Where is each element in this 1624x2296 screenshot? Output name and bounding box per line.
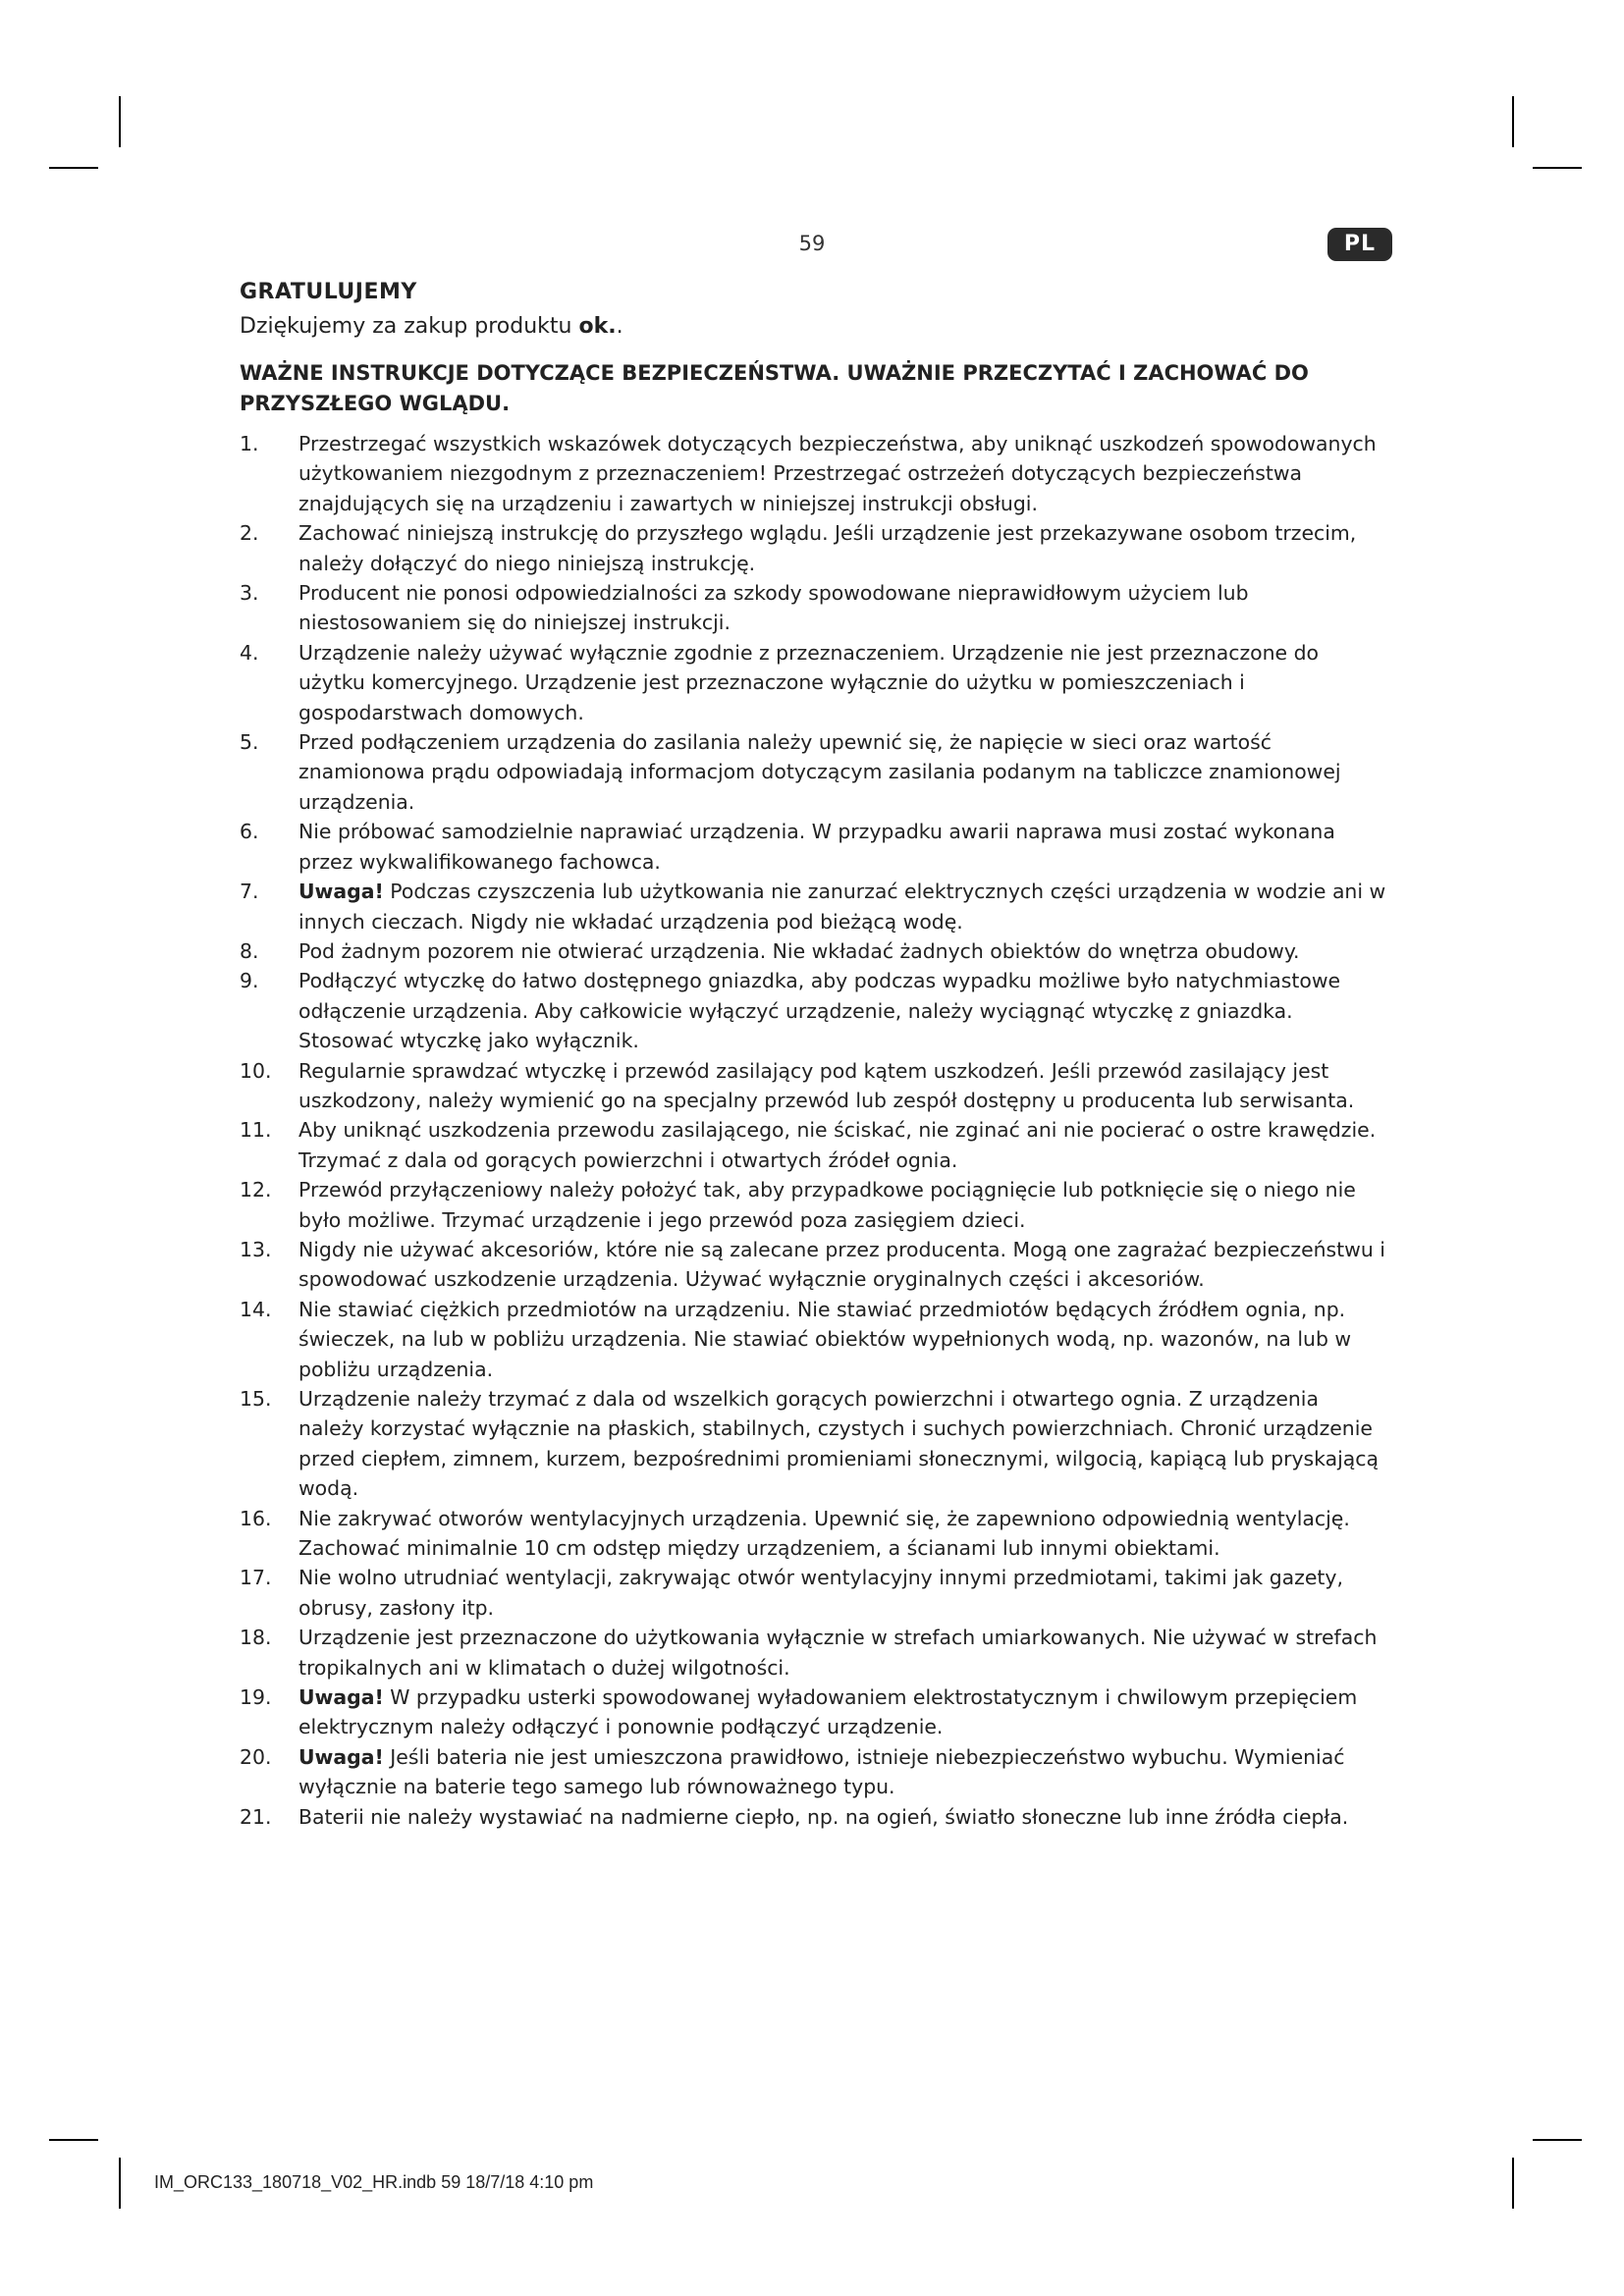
safety-heading: WAŻNE INSTRUKCJE DOTYCZĄCE BEZPIECZEŃSTWA. UWAŻNIE PRZECZYTAĆ I ZACHOWAĆ DO PRZYSZŁEGO WGLĄDU. [240, 361, 1309, 415]
list-item [240, 429, 1388, 518]
list-item-number: 7. [240, 880, 259, 904]
page-content [240, 280, 1388, 1832]
list-item [240, 1056, 1388, 1116]
list-item-text: Zachować niniejszą instrukcję do przyszłego wglądu. Jeśli urządzenie jest przekazywane osobom trzecim, należy dołączyć do niego niniejszą instrukcję. [298, 521, 1357, 575]
page-number: 59 [798, 232, 826, 255]
list-item-number: 9. [240, 969, 259, 993]
print-slug: IM_ORC133_180718_V02_HR.indb 59 18/7/18 4:10 pm [154, 2172, 594, 2192]
list-item [240, 1802, 1388, 1832]
crop-mark-bottom-right-vertical [1512, 2158, 1514, 2209]
list-item-number: 3. [240, 581, 259, 606]
list-item-text: Regularnie sprawdzać wtyczkę i przewód zasilający pod kątem uszkodzeń. Jeśli przewód zasilający jest uszkodzony, należy wymienić go na specjalny przewód lub zespół dostępny u producenta lub serwisanta. [298, 1058, 1355, 1112]
list-item-number: 2. [240, 521, 259, 546]
list-item-text: W przypadku usterki spowodowanej wyładowaniem elektrostatycznym i chwilowym przepięciem elektrycznym należy odłączyć i ponownie podłączyć urządzenie. [298, 1685, 1358, 1739]
list-item [240, 1504, 1388, 1564]
thanks-text: Dziękujemy za zakup produktu [240, 314, 579, 339]
list-item [240, 1563, 1388, 1623]
list-item [240, 578, 1388, 638]
list-item-text: Aby uniknąć uszkodzenia przewodu zasilającego, nie ściskać, nie zginać ani nie pocierać o ostre krawędzie. Trzymać z dala od gorących powierzchni i otwartych źródeł ognia. [298, 1118, 1377, 1172]
list-item [240, 638, 1388, 727]
list-item [240, 1623, 1388, 1682]
list-item-text: Nie zakrywać otworów wentylacyjnych urządzenia. Upewnić się, że zapewniono odpowiednią wentylację. Zachować minimalnie 10 cm odstęp między urządzeniem, a ścianami lub innymi obiektami. [298, 1506, 1350, 1561]
brand-name: ok. [578, 314, 617, 339]
list-item-text: Nigdy nie używać akcesoriów, które nie są zalecane przez producenta. Mogą one zagrażać bezpieczeństwu i spowodować uszkodzenie urządzenia. Używać wyłącznie oryginalnych części i akcesoriów. [298, 1237, 1385, 1292]
list-item [240, 727, 1388, 817]
thanks-paragraph [240, 314, 1388, 339]
list-item [240, 1175, 1388, 1235]
crop-mark-top-left-horizontal [49, 167, 98, 169]
congratulations-heading: GRATULUJEMY [240, 280, 417, 304]
list-item-warning-label: Uwaga! [298, 1744, 384, 1769]
list-item-number: 19. [240, 1685, 272, 1710]
language-badge: PL [1327, 228, 1392, 261]
list-item [240, 877, 1388, 936]
list-item [240, 1682, 1388, 1742]
list-item-text: Nie stawiać ciężkich przedmiotów na urządzeniu. Nie stawiać przedmiotów będących źródłem ognia, np. świeczek, na lub w pobliżu urządzenia. Nie stawiać obiektów wypełnionych wodą, np. wazonów, na lub w pobliżu urządzenia. [298, 1297, 1352, 1381]
list-item-number: 10. [240, 1058, 272, 1083]
thanks-end: . [616, 314, 623, 339]
list-item-number: 5. [240, 730, 259, 755]
list-item-number: 11. [240, 1118, 272, 1143]
list-item-number: 14. [240, 1297, 272, 1321]
list-item-text: Przewód przyłączeniowy należy położyć tak, aby przypadkowe pociągnięcie lub potknięcie się o niego nie było możliwe. Trzymać urządzenie i jego przewód poza zasięgiem dzieci. [298, 1178, 1356, 1232]
list-item [240, 1384, 1388, 1504]
list-item-number: 1. [240, 432, 259, 455]
list-item-number: 16. [240, 1506, 272, 1530]
list-item-number: 15. [240, 1387, 272, 1411]
list-item [240, 1235, 1388, 1295]
list-item-number: 4. [240, 640, 259, 665]
crop-mark-top-right-horizontal [1533, 167, 1582, 169]
list-item [240, 966, 1388, 1055]
list-item-number: 12. [240, 1178, 272, 1202]
list-item-number: 21. [240, 1804, 272, 1829]
crop-mark-bottom-left-horizontal [49, 2139, 98, 2141]
list-item-text: Nie wolno utrudniać wentylacji, zakrywając otwór wentylacyjny innymi przedmiotami, takimi jak gazety, obrusy, zasłony itp. [298, 1566, 1343, 1620]
list-item-warning-label: Uwaga! [298, 1685, 384, 1710]
list-item [240, 1115, 1388, 1175]
list-item-text: Pod żadnym pozorem nie otwierać urządzenia. Nie wkładać żadnych obiektów do wnętrza obudowy. [298, 938, 1300, 963]
list-item [240, 936, 1388, 966]
list-item [240, 518, 1388, 578]
list-item-text: Nie próbować samodzielnie naprawiać urządzenia. W przypadku awarii naprawa musi zostać wykonana przez wykwalifikowanego fachowca. [298, 820, 1335, 874]
list-item-text: Przestrzegać wszystkich wskazówek dotyczących bezpieczeństwa, aby uniknąć uszkodzeń spowodowanych użytkowaniem niezgodnym z przeznaczeniem! Przestrzegać ostrzeżeń dotyczących bezpieczeństwa znajdujących się na urządzeniu i zawartych w niniejszej instrukcji obsługi. [298, 432, 1377, 515]
list-item [240, 1295, 1388, 1384]
list-item-text: Urządzenie należy trzymać z dala od wszelkich gorących powierzchni i otwartego ognia. Z urządzenia należy korzystać wyłącznie na płaskich, stabilnych, czystych i suchych powierzchniach. Chronić urządzenie przed ciepłem, zimnem, kurzem, bezpośrednimi promieniami słonecznymi, wilgocią, kapiącą lub pryskającą wodą. [298, 1387, 1379, 1501]
list-item-text: Przed podłączeniem urządzenia do zasilania należy upewnić się, że napięcie w sieci oraz wartość znamionowa prądu odpowiadają informacjom dotyczącym zasilania podanym na tabliczce znamionowej urządzenia. [298, 730, 1341, 814]
list-item-number: 17. [240, 1566, 272, 1590]
crop-mark-top-right-vertical [1512, 96, 1514, 147]
list-item-text: Podczas czyszczenia lub użytkowania nie zanurzać elektrycznych części urządzenia w wodzie ani w innych cieczach. Nigdy nie wkładać urządzenia pod bieżącą wodę. [298, 880, 1386, 934]
crop-mark-top-left-vertical [119, 96, 121, 147]
list-item-text: Urządzenie należy używać wyłącznie zgodnie z przeznaczeniem. Urządzenie nie jest przeznaczone do użytku komercyjnego. Urządzenie jest przeznaczone wyłącznie do użytku w pomieszczeniach i gospodarstwach domowych. [298, 640, 1319, 724]
list-item-text: Baterii nie należy wystawiać na nadmierne ciepło, np. na ogień, światło słoneczne lub inne źródła ciepła. [298, 1804, 1349, 1829]
list-item-text: Urządzenie jest przeznaczone do użytkowania wyłącznie w strefach umiarkowanych. Nie używać w strefach tropikalnych ani w klimatach o dużej wilgotności. [298, 1626, 1378, 1680]
list-item-number: 18. [240, 1626, 272, 1650]
list-item-number: 20. [240, 1744, 272, 1769]
safety-instructions-list [240, 429, 1388, 1832]
list-item-number: 8. [240, 938, 259, 963]
list-item-number: 6. [240, 820, 259, 844]
list-item-text: Jeśli bateria nie jest umieszczona prawidłowo, istnieje niebezpieczeństwo wybuchu. Wymieniać wyłącznie na baterie tego samego lub równoważnego typu. [298, 1744, 1345, 1799]
list-item [240, 817, 1388, 877]
list-item-warning-label: Uwaga! [298, 880, 384, 904]
crop-mark-bottom-left-vertical [119, 2158, 121, 2209]
list-item [240, 1742, 1388, 1802]
list-item-number: 13. [240, 1237, 272, 1261]
list-item-text: Podłączyć wtyczkę do łatwo dostępnego gniazdka, aby podczas wypadku możliwe było natychmiastowe odłączenie urządzenia. Aby całkowicie wyłączyć urządzenie, należy wyciągnąć wtyczkę z gniazdka. Stosować wtyczkę jako wyłącznik. [298, 969, 1341, 1053]
list-item-text: Producent nie ponosi odpowiedzialności za szkody spowodowane nieprawidłowym użyciem lub niestosowaniem się do niniejszej instrukcji. [298, 581, 1249, 635]
crop-mark-bottom-right-horizontal [1533, 2139, 1582, 2141]
